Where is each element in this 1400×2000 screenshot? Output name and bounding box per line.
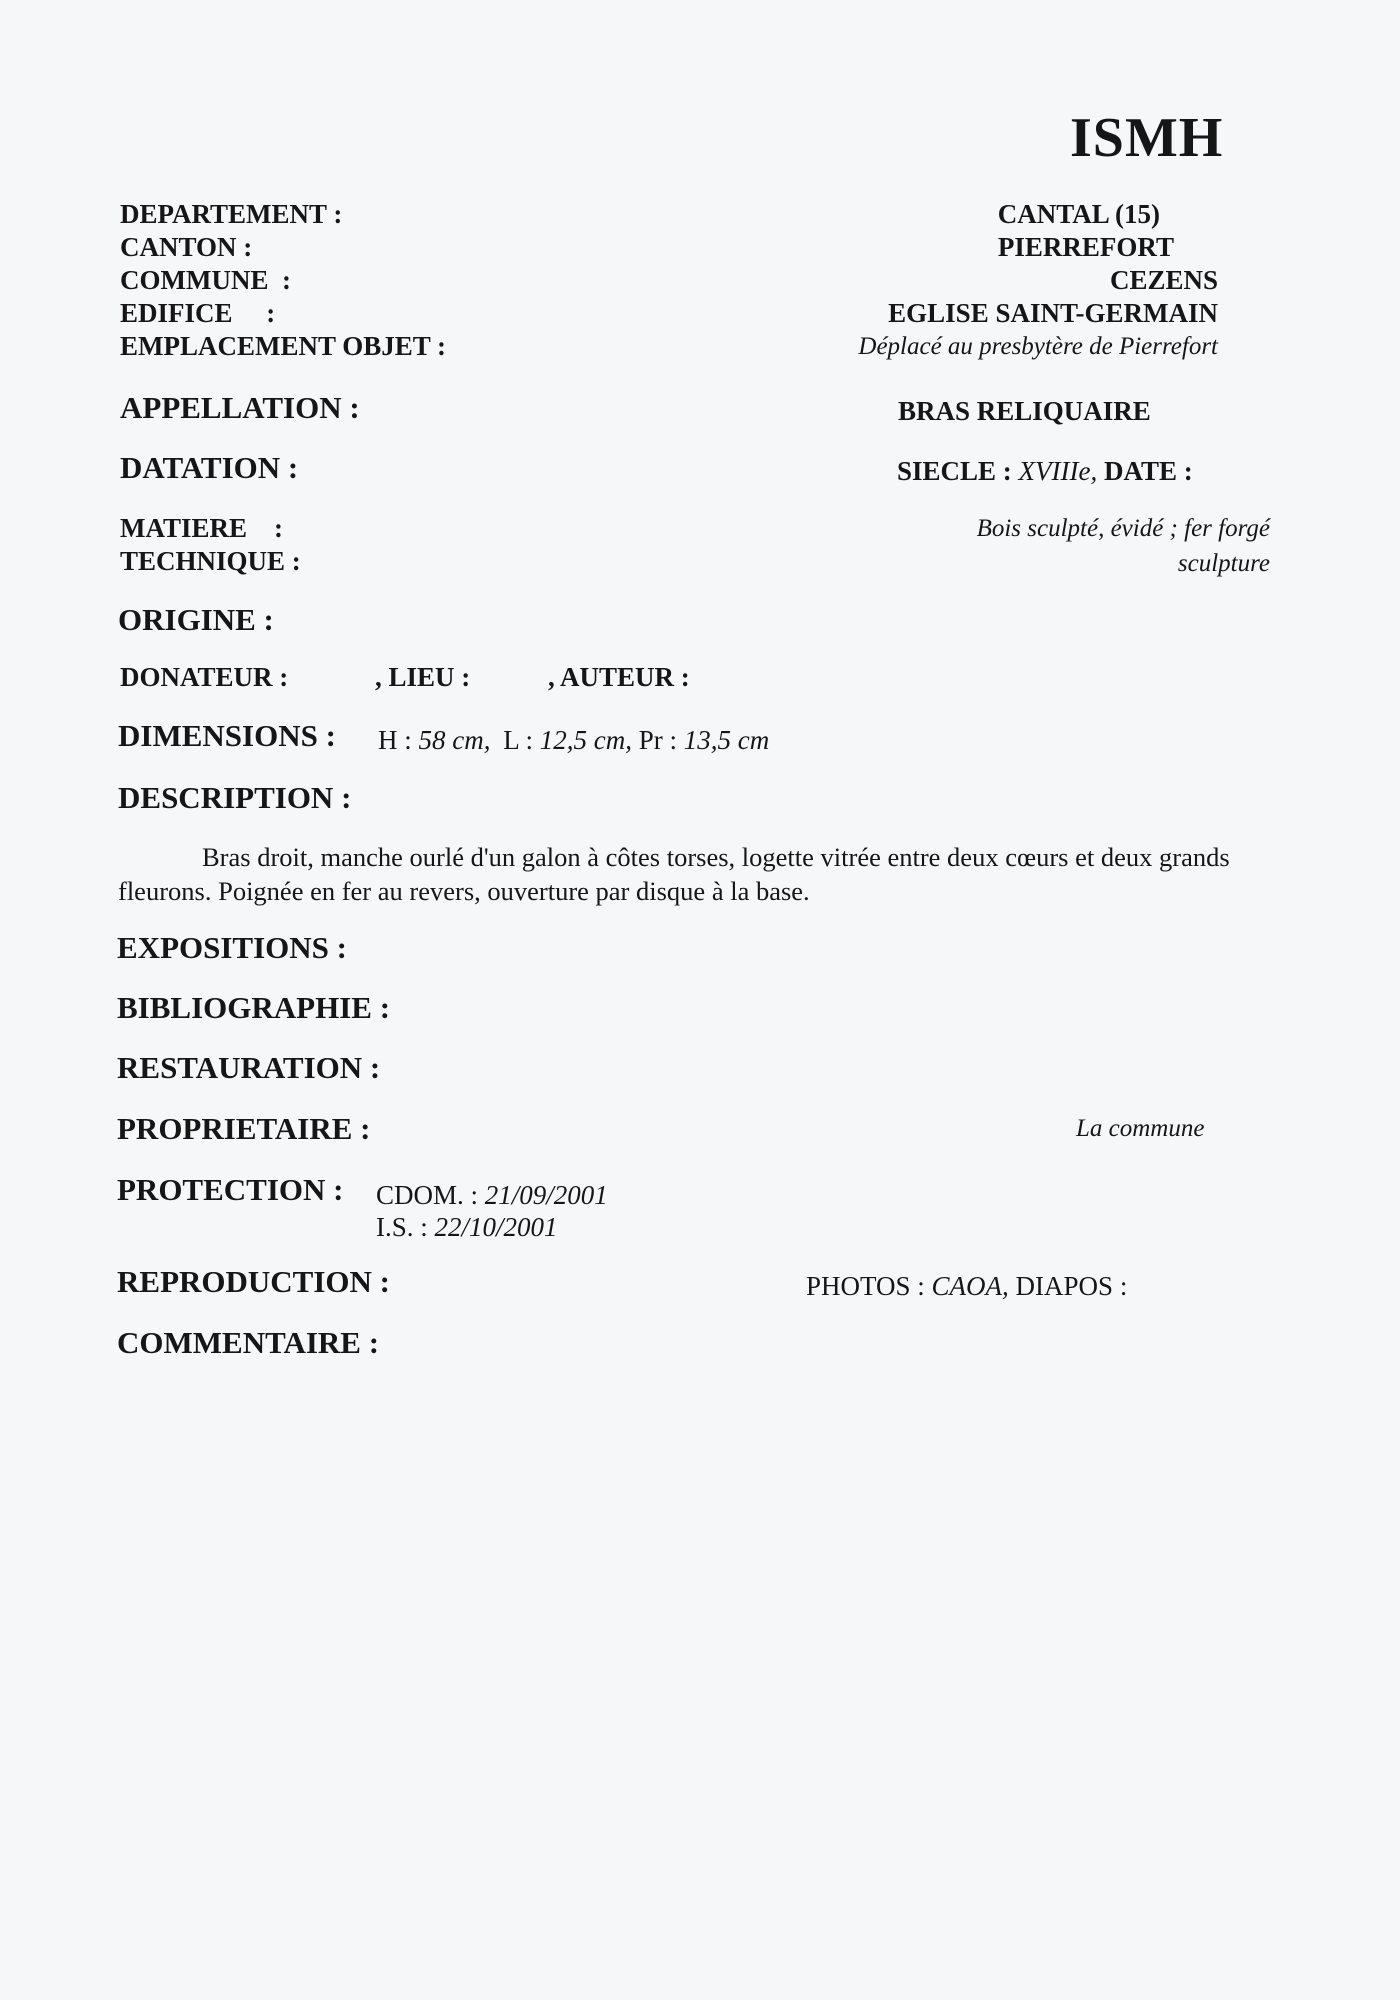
expositions-label: EXPOSITIONS : (117, 930, 347, 965)
canton-value: PIERREFORT (997, 232, 1174, 262)
departement-label: DEPARTEMENT : (120, 199, 343, 229)
emplacement-value: Déplacé au presbytère de Pierrefort (858, 333, 1218, 360)
height-value: 58 cm, (418, 725, 491, 755)
proprietaire-value: La commune (1076, 1115, 1205, 1142)
photos-value: CAOA, (931, 1271, 1009, 1301)
diapos-label: DIAPOS : (1015, 1271, 1128, 1301)
height-label: H : (378, 725, 412, 755)
description-text: Bras droit, manche ourlé d'un galon à côtes torses, logette vitrée entre deux cœurs et deux grands fleurons. Poignée en fer au revers, ouverture par disque à la base. (118, 842, 1230, 906)
technique-label: TECHNIQUE : (120, 546, 301, 576)
commune-label: COMMUNE : (120, 265, 291, 295)
appellation-value: BRAS RELIQUAIRE (898, 396, 1151, 426)
is-value: 22/10/2001 (434, 1212, 558, 1242)
location-values (858, 198, 1218, 363)
matiere-value: Bois sculpté, évidé ; fer forgé (976, 515, 1270, 542)
length-value: 12,5 cm, (539, 725, 632, 755)
length-label: L : (503, 725, 533, 755)
protection-cdom (376, 1180, 608, 1211)
auteur-label: , AUTEUR : (548, 662, 690, 692)
date-label: DATE : (1104, 456, 1193, 486)
appellation-label: APPELLATION : (120, 390, 360, 425)
canton-label: CANTON : (120, 232, 253, 262)
technique-value: sculpture (1177, 550, 1270, 577)
photos-label: PHOTOS : (806, 1271, 925, 1301)
origine-label: ORIGINE : (118, 602, 274, 637)
lieu-label: , LIEU : (375, 662, 471, 692)
siecle-label: SIECLE : (897, 456, 1012, 486)
document-title: ISMH (1070, 107, 1224, 169)
cdom-label: CDOM. : (376, 1180, 479, 1210)
reproduction-label: REPRODUCTION : (117, 1264, 390, 1299)
protection-label: PROTECTION : (117, 1172, 344, 1207)
siecle-value: XVIIIe, (1018, 456, 1098, 486)
emplacement-label: EMPLACEMENT OBJET : (120, 331, 447, 361)
restauration-label: RESTAURATION : (117, 1050, 381, 1085)
edifice-value: EGLISE SAINT-GERMAIN (888, 298, 1218, 328)
datation-label: DATATION : (120, 450, 299, 485)
cdom-value: 21/09/2001 (484, 1180, 608, 1210)
dimensions-label: DIMENSIONS : (118, 718, 336, 753)
reproduction-values (806, 1271, 1127, 1302)
edifice-label: EDIFICE : (120, 298, 276, 328)
depth-label: Pr : (638, 725, 677, 755)
dimensions-values (378, 725, 769, 756)
depth-value: 13,5 cm (683, 725, 770, 755)
proprietaire-label: PROPRIETAIRE : (117, 1111, 371, 1146)
matiere-label: MATIERE : (120, 513, 284, 543)
location-labels (120, 198, 446, 363)
is-label: I.S. : (376, 1212, 428, 1242)
description-label: DESCRIPTION : (118, 780, 352, 815)
commentaire-label: COMMENTAIRE : (117, 1325, 380, 1360)
datation-values (897, 456, 1193, 487)
bibliographie-label: BIBLIOGRAPHIE : (117, 990, 391, 1025)
donateur-label: DONATEUR : (120, 662, 289, 692)
commune-value: CEZENS (1109, 265, 1218, 295)
departement-value: CANTAL (15) (997, 199, 1160, 229)
protection-is (376, 1212, 558, 1243)
